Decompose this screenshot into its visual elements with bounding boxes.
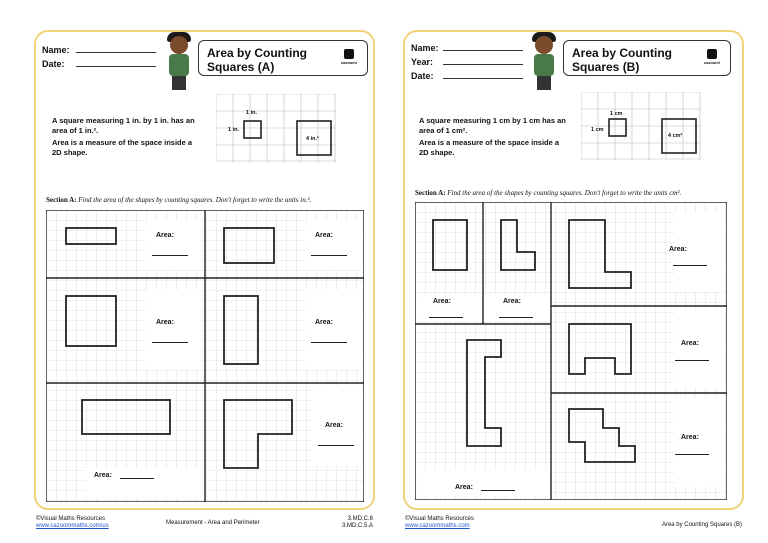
example-area-label: 4 cm² — [668, 133, 683, 139]
footer-standards: 3.MD.C.6 3.MD.C.5.A — [341, 516, 373, 529]
logo-mark-icon — [344, 49, 354, 59]
title-box — [563, 40, 731, 76]
area-label-6: Area: — [325, 422, 343, 429]
page-title: Area by Counting Squares (B) — [572, 46, 673, 74]
area-label-1: Area: — [156, 232, 174, 239]
answer-line-4[interactable] — [675, 360, 709, 361]
intro-text-2: Area is a measure of the space inside a 2D shape. — [419, 138, 560, 157]
answer-line-3[interactable] — [152, 342, 188, 343]
area-label-2: Area: — [503, 298, 521, 305]
answer-line-6[interactable] — [318, 445, 354, 446]
footer-url[interactable]: www.cazoommaths.com/us — [36, 523, 109, 529]
intro-text-1: A square measuring 1 in. by 1 in. has an area of 1 in.². — [52, 116, 195, 135]
date-line[interactable] — [443, 78, 523, 79]
example-left-label: 1 in. — [228, 127, 240, 133]
name-line[interactable] — [76, 52, 156, 53]
year-line[interactable] — [443, 64, 523, 65]
section-instruction: Section A: Find the area of the shapes by counting squares. Don't forget to write the units cm². — [415, 189, 682, 197]
area-label-3: Area: — [669, 246, 687, 253]
area-label-4: Area: — [681, 340, 699, 347]
example-side-label: 1 cm — [610, 111, 623, 117]
character-avatar — [164, 32, 194, 90]
answer-line-2[interactable] — [499, 317, 533, 318]
answer-line-4[interactable] — [311, 342, 347, 343]
section-instruction: Section A: Find the area of the shapes by counting squares. Don't forget to write the units in.². — [46, 196, 312, 204]
area-label-2: Area: — [315, 232, 333, 239]
area-label-1: Area: — [433, 298, 451, 305]
cazoom-logo: cazoom! — [700, 49, 724, 69]
answer-line-6[interactable] — [675, 454, 709, 455]
footer-url[interactable]: www.cazoommaths.com — [405, 523, 470, 529]
name-label: Name: — [42, 45, 70, 55]
area-label-5: Area: — [455, 484, 473, 491]
area-label-5: Area: — [94, 472, 112, 479]
answer-line-1[interactable] — [429, 317, 463, 318]
answer-line-1[interactable] — [152, 255, 188, 256]
area-label-3: Area: — [156, 319, 174, 326]
intro-text-1: A square measuring 1 cm by 1 cm has an area of 1 cm². — [419, 116, 566, 135]
example-left-label: 1 cm — [591, 127, 604, 133]
date-label: Date: — [42, 59, 65, 69]
name-label: Name: — [411, 43, 439, 53]
logo-mark-icon — [707, 49, 717, 59]
example-area-label: 4 in.² — [306, 136, 319, 142]
cazoom-logo: cazoom! — [337, 49, 361, 69]
date-label: Date: — [411, 71, 434, 81]
answer-line-5[interactable] — [120, 478, 154, 479]
title-box — [198, 40, 368, 76]
date-line[interactable] — [76, 66, 156, 67]
name-line[interactable] — [443, 50, 523, 51]
page-title: Area by Counting Squares (A) — [207, 46, 308, 74]
worksheet-a — [34, 30, 375, 529]
worksheet-b — [403, 30, 744, 529]
answer-line-3[interactable] — [673, 265, 707, 266]
intro-text-2: Area is a measure of the space inside a 2D shape. — [52, 138, 193, 157]
footer-title: Area by Counting Squares (B) — [661, 522, 742, 528]
question-grid — [46, 210, 364, 502]
character-avatar — [529, 32, 559, 90]
area-label-6: Area: — [681, 434, 699, 441]
year-label: Year: — [411, 57, 434, 67]
answer-line-2[interactable] — [311, 255, 347, 256]
footer-copyright: ©Visual Maths Resources www.cazoommaths.com — [405, 516, 475, 529]
footer-topic: Measurement - Area and Perimeter — [166, 520, 260, 526]
example-grid — [581, 92, 701, 160]
example-side-label: 1 in. — [246, 110, 258, 116]
answer-line-5[interactable] — [481, 490, 515, 491]
area-label-4: Area: — [315, 319, 333, 326]
footer-copyright: ©Visual Maths Resources www.cazoommaths.com/us — [36, 516, 109, 529]
